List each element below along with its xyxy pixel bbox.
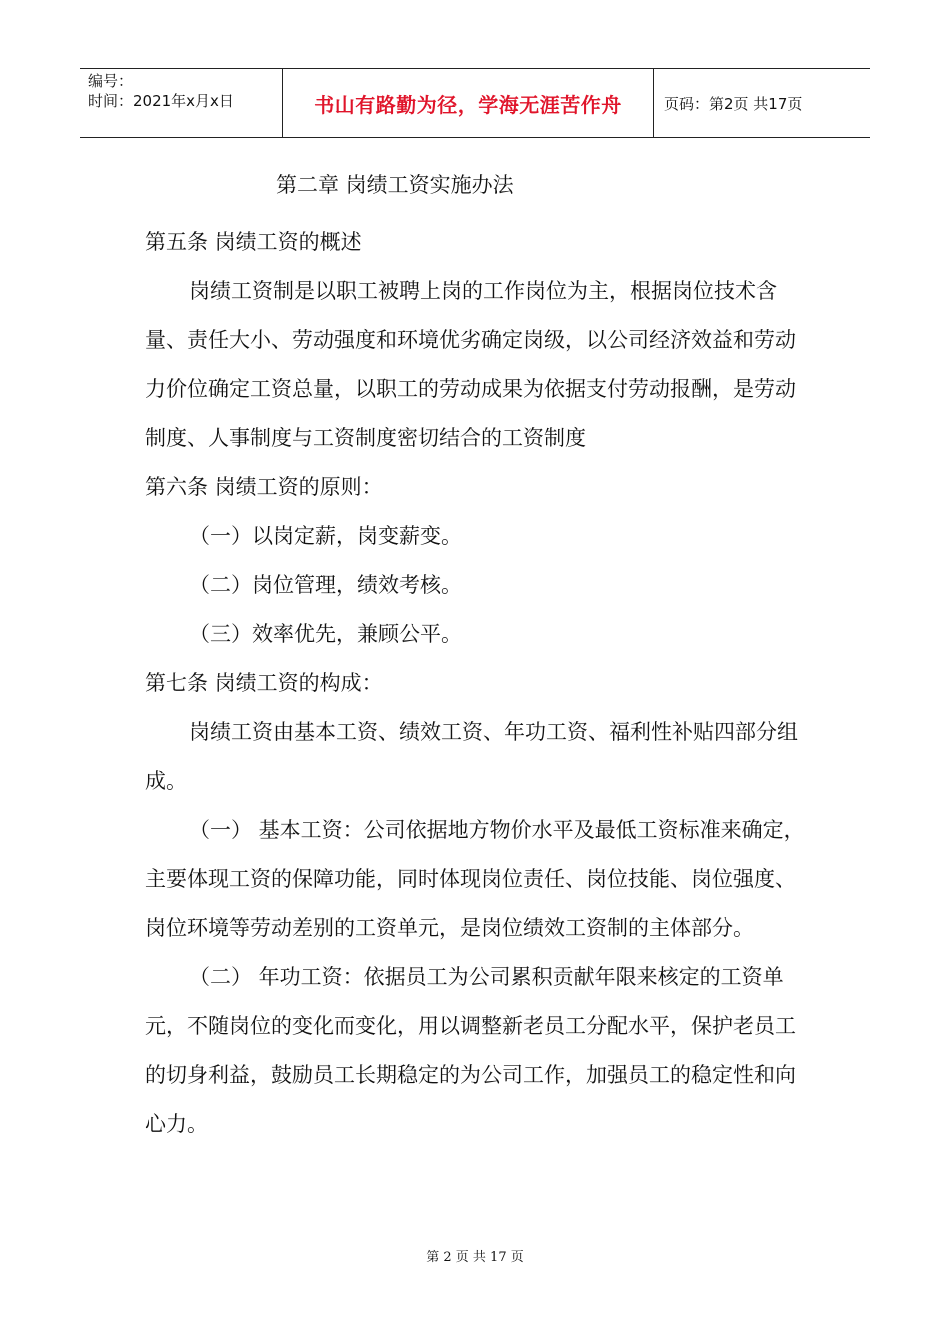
article-6-item-2: （二）岗位管理，绩效考核。 [189, 573, 462, 597]
header-page-info: 页码：第2页 共17页 [664, 94, 803, 113]
document-date-label: 时间：2021年x月x日 [88, 92, 234, 110]
article-6-item-3: （三）效率优先，兼顾公平。 [189, 622, 462, 646]
header-page-cell [654, 69, 870, 137]
header-motto-cell [282, 69, 654, 137]
article-5-body: 岗绩工资制是以职工被聘上岗的工作岗位为主，根据岗位技术含量、责任大小、劳动强度和环境优劣确定岗级，以公司经济效益和劳动力价位确定工资总量，以职工的劳动成果为依据支付劳动报酬，是劳动制度、人事制度与工资制度密切结合的工资制度 [145, 279, 796, 450]
article-7-seniority-salary: （二） 年功工资：依据员工为公司累积贡献年限来核定的工资单元，不随岗位的变化而变化，用以调整新老员工分配水平，保护老员工的切身利益，鼓励员工长期稳定的为公司工作，加强员工的稳定性和向心力。 [145, 965, 796, 1136]
header-meta-cell [80, 69, 282, 137]
header-motto: 书山有路勤为径，学海无涯苦作舟 [314, 92, 622, 117]
article-6-title: 第六条 岗绩工资的原则： [145, 475, 383, 499]
article-5-title: 第五条 岗绩工资的概述 [145, 230, 362, 254]
article-7-body: 岗绩工资由基本工资、绩效工资、年功工资、福利性补贴四部分组成。 [145, 720, 798, 793]
document-body [145, 218, 815, 1149]
chapter-title: 第二章 岗绩工资实施办法 [276, 173, 514, 197]
article-7-basic-salary: （一） 基本工资：公司依据地方物价水平及最低工资标准来确定，主要体现工资的保障功能，同时体现岗位责任、岗位技能、岗位强度、岗位环境等劳动差别的工资单元，是岗位绩效工资制的主体部分。 [145, 818, 805, 940]
article-6-item-1: （一）以岗定薪，岗变薪变。 [189, 524, 462, 548]
article-7-title: 第七条 岗绩工资的构成： [145, 671, 383, 695]
page-footer: 第 2 页 共 17 页 [426, 1250, 524, 1265]
document-number-label: 编号： [88, 72, 134, 90]
document-header [80, 68, 870, 138]
